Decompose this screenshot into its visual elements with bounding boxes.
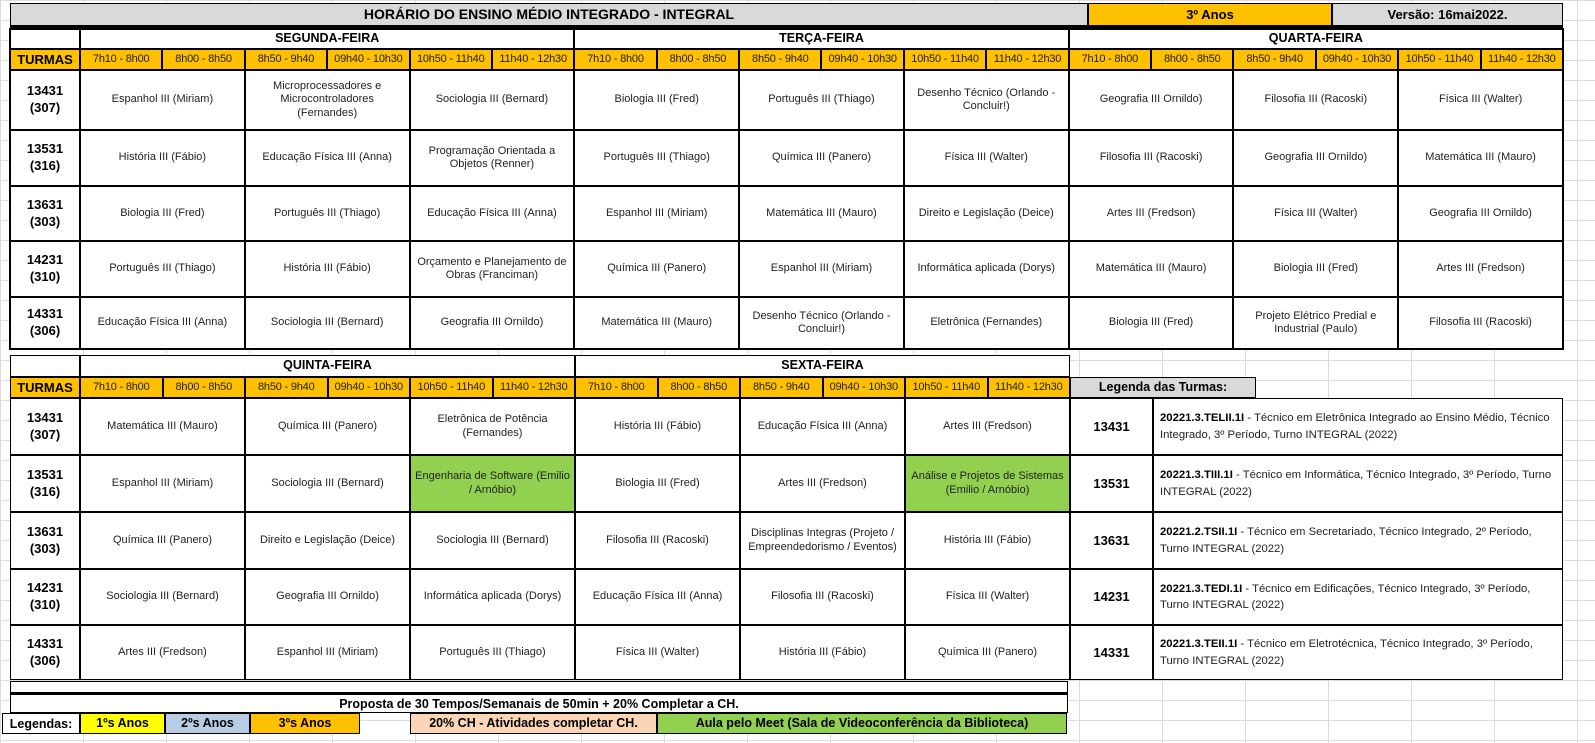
day-header[interactable]: SEXTA-FEIRA: [575, 355, 1070, 377]
day-header[interactable]: TERÇA-FEIRA: [574, 29, 1068, 49]
subject-cell[interactable]: Programação Orientada a Objetos (Renner): [410, 130, 575, 186]
time-slot-header[interactable]: 11h40 - 12h30: [1481, 49, 1563, 70]
turma-cell[interactable]: 13431 (307): [10, 398, 80, 455]
legend-description-cell[interactable]: 20221.3.TEII.1I - Técnico em Eletrotécnica, Técnico Integrado, 3º Período, Turno INTEGRAL (2022): [1153, 625, 1563, 680]
timetable-section-mon-wed: [10, 29, 1563, 349]
time-slot-header[interactable]: 09h40 - 10h30: [823, 377, 906, 398]
subject-cell[interactable]: Educação Física III (Anna): [410, 186, 575, 241]
legend-item[interactable]: 2ºs Anos: [165, 713, 250, 734]
subject-cell[interactable]: Matemática III (Mauro): [80, 398, 245, 455]
time-slot-header[interactable]: 10h50 - 11h40: [905, 377, 988, 398]
day-header[interactable]: QUINTA-FEIRA: [80, 355, 575, 377]
subject-cell[interactable]: Filosofia III (Racoski): [575, 512, 740, 569]
subject-cell[interactable]: Educação Física III (Anna): [80, 297, 245, 349]
subject-cell[interactable]: Física III (Walter): [904, 130, 1069, 186]
subject-cell[interactable]: Biologia III (Fred): [1069, 297, 1234, 349]
subject-cell[interactable]: Disciplinas Integras (Projeto / Empreendedorismo / Eventos): [740, 512, 905, 569]
turma-cell[interactable]: 13431 (307): [10, 70, 80, 130]
subject-cell[interactable]: História III (Fábio): [245, 241, 410, 297]
subject-cell[interactable]: Português III (Thiago): [410, 625, 575, 680]
subject-cell[interactable]: Filosofia III (Racoski): [1233, 70, 1398, 130]
subject-cell[interactable]: Biologia III (Fred): [574, 70, 739, 130]
proposal-banner[interactable]: Proposta de 30 Tempos/Semanais de 50min + 20% Completar a CH.: [10, 693, 1068, 713]
subject-cell[interactable]: História III (Fábio): [740, 625, 905, 680]
time-slot-header[interactable]: 8h50 - 9h40: [245, 377, 328, 398]
time-slot-header[interactable]: 11h40 - 12h30: [492, 49, 574, 70]
time-slot-header[interactable]: 8h50 - 9h40: [740, 377, 823, 398]
subject-cell[interactable]: Filosofia III (Racoski): [1398, 297, 1563, 349]
subject-cell[interactable]: Artes III (Fredson): [1069, 186, 1234, 241]
subject-cell[interactable]: Projeto Elétrico Predial e Industrial (Paulo): [1233, 297, 1398, 349]
time-slot-header[interactable]: 8h00 - 8h50: [1151, 49, 1233, 70]
grid-filler: [1070, 355, 1563, 377]
subject-cell[interactable]: Geografia III Ornildo): [410, 297, 575, 349]
legend-item[interactable]: Aula pelo Meet (Sala de Videoconferência da Biblioteca): [657, 713, 1067, 734]
turma-cell[interactable]: 14231 (310): [10, 241, 80, 297]
subject-cell[interactable]: Biologia III (Fred): [80, 186, 245, 241]
legend-code-cell[interactable]: 13431: [1070, 398, 1153, 455]
subject-cell[interactable]: História III (Fábio): [80, 130, 245, 186]
subject-cell[interactable]: Português III (Thiago): [80, 241, 245, 297]
turma-cell[interactable]: 14331 (306): [10, 625, 80, 680]
subject-cell[interactable]: Sociologia III (Bernard): [245, 455, 410, 512]
time-slot-header[interactable]: 10h50 - 11h40: [904, 49, 986, 70]
subject-cell[interactable]: Geografia III Ornildo): [245, 569, 410, 625]
time-slot-header[interactable]: 09h40 - 10h30: [821, 49, 903, 70]
subject-cell[interactable]: Geografia III Ornildo): [1233, 130, 1398, 186]
subject-cell[interactable]: Química III (Panero): [905, 625, 1070, 680]
subject-cell[interactable]: Filosofia III (Racoski): [740, 569, 905, 625]
subject-cell[interactable]: Espanhol III (Miriam): [80, 70, 245, 130]
subject-cell[interactable]: Geografia III Ornildo): [1069, 70, 1234, 130]
time-slot-header[interactable]: 7h10 - 8h00: [80, 377, 163, 398]
subject-cell[interactable]: Orçamento e Planejamento de Obras (Franciman): [410, 241, 575, 297]
turmas-header[interactable]: TURMAS: [10, 377, 80, 398]
legend-code-cell[interactable]: 13531: [1070, 455, 1153, 512]
time-slot-header[interactable]: 7h10 - 8h00: [574, 49, 656, 70]
subject-cell[interactable]: Física III (Walter): [905, 569, 1070, 625]
subject-cell[interactable]: Química III (Panero): [80, 512, 245, 569]
page-title[interactable]: HORÁRIO DO ENSINO MÉDIO INTEGRADO - INTEGRAL: [10, 3, 1088, 26]
legend-code-cell[interactable]: 14231: [1070, 569, 1153, 625]
time-slot-header[interactable]: 11h40 - 12h30: [986, 49, 1068, 70]
subject-cell[interactable]: Espanhol III (Miriam): [80, 455, 245, 512]
turma-cell[interactable]: 14331 (306): [10, 297, 80, 349]
time-slot-header[interactable]: 8h50 - 9h40: [1233, 49, 1315, 70]
subject-cell[interactable]: Artes III (Fredson): [740, 455, 905, 512]
time-slot-header[interactable]: 8h00 - 8h50: [162, 49, 244, 70]
legend-code-cell[interactable]: 13631: [1070, 512, 1153, 569]
subject-cell[interactable]: Sociologia III (Bernard): [80, 569, 245, 625]
timetable-section-thu-fri: [10, 355, 1563, 680]
subject-cell[interactable]: Sociologia III (Bernard): [410, 512, 575, 569]
subject-cell[interactable]: Desenho Técnico (Orlando - Concluir!): [904, 70, 1069, 130]
empty-row: [10, 681, 1068, 693]
legend-item[interactable]: 1ºs Anos: [80, 713, 165, 734]
legend-color-key: [0, 713, 1595, 734]
corner-cell[interactable]: [10, 29, 80, 49]
subject-cell[interactable]: Espanhol III (Miriam): [574, 186, 739, 241]
time-slot-header[interactable]: 10h50 - 11h40: [410, 49, 492, 70]
subject-cell[interactable]: Física III (Walter): [1398, 70, 1563, 130]
legend-header-area: [1070, 377, 1563, 398]
corner-cell[interactable]: [10, 355, 80, 377]
subject-cell[interactable]: Química III (Panero): [574, 241, 739, 297]
subject-cell[interactable]: Artes III (Fredson): [905, 398, 1070, 455]
turmas-header[interactable]: TURMAS: [10, 49, 80, 70]
legend-turmas-header[interactable]: Legenda das Turmas:: [1070, 377, 1256, 398]
time-slot-header[interactable]: 7h10 - 8h00: [1069, 49, 1151, 70]
subject-cell[interactable]: Desenho Técnico (Orlando - Concluir!): [739, 297, 904, 349]
subject-cell[interactable]: Português III (Thiago): [739, 70, 904, 130]
subject-cell[interactable]: Física III (Walter): [1233, 186, 1398, 241]
time-slot-header[interactable]: 7h10 - 8h00: [80, 49, 162, 70]
time-slot-header[interactable]: 8h00 - 8h50: [163, 377, 246, 398]
version-label[interactable]: Versão: 16mai2022.: [1332, 3, 1563, 26]
day-header[interactable]: SEGUNDA-FEIRA: [80, 29, 574, 49]
subject-cell[interactable]: Matemática III (Mauro): [1069, 241, 1234, 297]
subject-cell[interactable]: Filosofia III (Racoski): [1069, 130, 1234, 186]
subject-cell[interactable]: Eletrônica (Fernandes): [904, 297, 1069, 349]
turma-cell[interactable]: 13531 (316): [10, 130, 80, 186]
legend-item[interactable]: 20% CH - Atividades completar CH.: [410, 713, 657, 734]
time-slot-header[interactable]: 8h50 - 9h40: [739, 49, 821, 70]
time-slot-header[interactable]: 8h00 - 8h50: [657, 49, 739, 70]
subject-cell[interactable]: Engenharia de Software (Emilio / Arnóbio): [410, 455, 575, 512]
turma-cell[interactable]: 13631 (303): [10, 186, 80, 241]
subject-cell[interactable]: Direito e Legislação (Deice): [904, 186, 1069, 241]
legend-description-cell[interactable]: 20221.2.TSII.1I - Técnico em Secretariado, Técnico Integrado, 2º Período, Turno INTEGRAL (2022): [1153, 512, 1563, 569]
legend-item[interactable]: 3ºs Anos: [250, 713, 360, 734]
subject-cell[interactable]: Física III (Walter): [575, 625, 740, 680]
time-slot-header[interactable]: 11h40 - 12h30: [988, 377, 1071, 398]
subject-cell[interactable]: Matemática III (Mauro): [739, 186, 904, 241]
legend-description-cell[interactable]: 20221.3.TELII.1I - Técnico em Eletrônica Integrado ao Ensino Médio, Técnico Integrado, 3º Período, Turno INTEGRAL (2022): [1153, 398, 1563, 455]
subject-cell[interactable]: Microprocessadores e Microcontroladores (Fernandes): [245, 70, 410, 130]
subject-cell[interactable]: Direito e Legislação (Deice): [245, 512, 410, 569]
legend-code-cell[interactable]: 14331: [1070, 625, 1153, 680]
legends-label[interactable]: Legendas:: [2, 713, 80, 734]
subject-cell[interactable]: Espanhol III (Miriam): [739, 241, 904, 297]
time-slot-header[interactable]: 11h40 - 12h30: [493, 377, 576, 398]
time-slot-header[interactable]: 09h40 - 10h30: [327, 49, 409, 70]
subject-cell[interactable]: Biologia III (Fred): [575, 455, 740, 512]
turma-cell[interactable]: 13531 (316): [10, 455, 80, 512]
subject-cell[interactable]: Espanhol III (Miriam): [245, 625, 410, 680]
subject-cell[interactable]: História III (Fábio): [905, 512, 1070, 569]
subject-cell[interactable]: Geografia III Ornildo): [1398, 186, 1563, 241]
subject-cell[interactable]: Análise e Projetos de Sistemas (Emilio / Arnóbio): [905, 455, 1070, 512]
subject-cell[interactable]: Educação Física III (Anna): [245, 130, 410, 186]
subject-cell[interactable]: Matemática III (Mauro): [574, 297, 739, 349]
time-slot-header[interactable]: 8h00 - 8h50: [658, 377, 741, 398]
subject-cell[interactable]: Sociologia III (Bernard): [410, 70, 575, 130]
subject-cell[interactable]: Sociologia III (Bernard): [245, 297, 410, 349]
subject-cell[interactable]: Informática aplicada (Dorys): [904, 241, 1069, 297]
time-slot-header[interactable]: 8h50 - 9h40: [245, 49, 327, 70]
time-slot-header[interactable]: 10h50 - 11h40: [1398, 49, 1480, 70]
subject-cell[interactable]: Biologia III (Fred): [1233, 241, 1398, 297]
year-badge[interactable]: 3º Anos: [1088, 3, 1332, 26]
subject-cell[interactable]: Educação Física III (Anna): [575, 569, 740, 625]
time-slot-header[interactable]: 09h40 - 10h30: [1316, 49, 1398, 70]
subject-cell[interactable]: Educação Física III (Anna): [740, 398, 905, 455]
turma-cell[interactable]: 14231 (310): [10, 569, 80, 625]
subject-cell[interactable]: Química III (Panero): [739, 130, 904, 186]
subject-cell[interactable]: Artes III (Fredson): [1398, 241, 1563, 297]
subject-cell[interactable]: Artes III (Fredson): [80, 625, 245, 680]
legend-description-cell[interactable]: 20221.3.TEDI.1I - Técnico em Edificações, Técnico Integrado, 3º Período, Turno INTEGRAL (2022): [1153, 569, 1563, 625]
time-slot-header[interactable]: 09h40 - 10h30: [328, 377, 411, 398]
subject-cell[interactable]: Eletrônica de Potência (Fernandes): [410, 398, 575, 455]
subject-cell[interactable]: Português III (Thiago): [574, 130, 739, 186]
legend-description-cell[interactable]: 20221.3.TIII.1I - Técnico em Informática, Técnico Integrado, 3º Período, Turno INTEGRAL (2022): [1153, 455, 1563, 512]
subject-cell[interactable]: Português III (Thiago): [245, 186, 410, 241]
title-row: [10, 3, 1563, 29]
day-header[interactable]: QUARTA-FEIRA: [1069, 29, 1563, 49]
subject-cell[interactable]: Matemática III (Mauro): [1398, 130, 1563, 186]
subject-cell[interactable]: História III (Fábio): [575, 398, 740, 455]
time-slot-header[interactable]: 10h50 - 11h40: [410, 377, 493, 398]
time-slot-header[interactable]: 7h10 - 8h00: [575, 377, 658, 398]
subject-cell[interactable]: Química III (Panero): [245, 398, 410, 455]
turma-cell[interactable]: 13631 (303): [10, 512, 80, 569]
subject-cell[interactable]: Informática aplicada (Dorys): [410, 569, 575, 625]
